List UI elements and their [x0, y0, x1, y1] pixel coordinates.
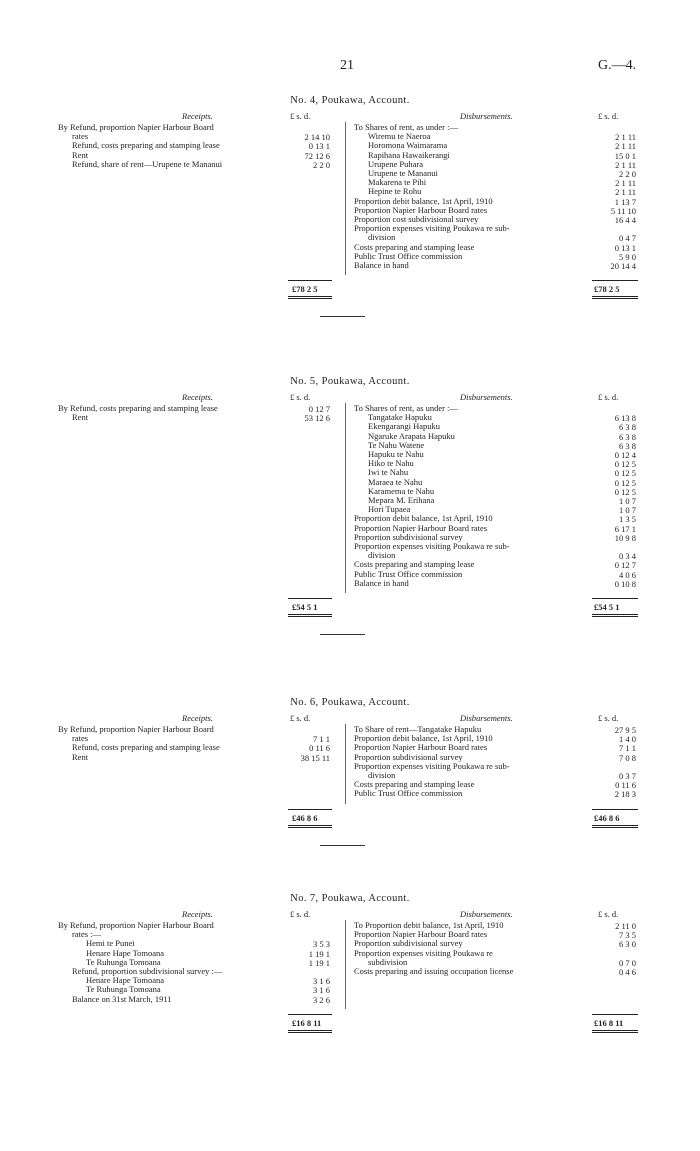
disbursement-line-text: Proportion expenses visiting Poukawa re sub- — [354, 223, 510, 234]
receipt-line-amount: 3 2 6 — [313, 994, 330, 1005]
disbursement-line-text: Proportion expenses visiting Poukawa re sub- — [354, 541, 510, 551]
receipt-line-amount: 7 1 1 — [313, 734, 330, 745]
receipt-line-text: Refund, proportion subdivisional survey :— — [72, 966, 223, 976]
receipts-total-double-rule — [288, 296, 332, 299]
disbursement-line-amount: 6 13 8 — [614, 413, 636, 424]
receipt-line-amount: 0 12 7 — [308, 404, 330, 414]
disbursements-total: £16 8 11 — [594, 1017, 624, 1028]
column-divider — [345, 920, 346, 1009]
receipt-line-text: Te Ruhunga Tomoana — [86, 984, 161, 995]
disbursement-line-amount: 1 13 7 — [614, 196, 636, 207]
receipt-line-text: Henare Hape Tomoana — [86, 975, 165, 986]
disbursement-line-amount: 2 1 11 — [615, 159, 636, 170]
disbursement-line-text: Wiremu te Naeroa — [368, 131, 431, 142]
disbursement-line-amount: 2 18 3 — [614, 789, 636, 800]
receipts-total-double-rule — [288, 614, 332, 617]
receipt-line-text: By Refund, proportion Napier Harbour Board — [58, 122, 214, 132]
receipts-total: £54 5 1 — [292, 602, 318, 612]
receipts-total-double-rule — [288, 1030, 332, 1033]
disbursement-line-amount: 20 14 4 — [610, 261, 636, 271]
receipt-line-amount: 1 19 1 — [308, 957, 330, 968]
receipt-line-text: Hemi te Punei — [86, 938, 135, 949]
disbursement-line-amount: 1 4 0 — [619, 734, 636, 745]
disbursement-line-text: To Shares of rent, as under :— — [354, 122, 458, 132]
disbursements-total-rule — [592, 1014, 638, 1015]
disbursement-line-amount: 1 0 7 — [619, 496, 636, 506]
receipts-total-double-rule — [288, 825, 332, 828]
disbursements-currency-heading: £ s. d. — [598, 111, 619, 121]
disbursement-line-amount: 2 11 0 — [615, 921, 636, 931]
disbursements-currency-heading: £ s. d. — [598, 909, 619, 919]
disbursements-total: £46 8 6 — [594, 812, 620, 823]
disbursement-line-text: To Proportion debit balance, 1st April, 1910 — [354, 920, 504, 930]
section-separator — [320, 845, 365, 846]
receipt-line-text: Balance on 31st March, 1911 — [72, 993, 172, 1004]
receipt-line-amount: 2 14 10 — [304, 132, 330, 143]
receipt-line-text: By Refund, proportion Napier Harbour Board — [58, 920, 214, 930]
disbursement-line-text: Proportion debit balance, 1st April, 1910 — [354, 195, 493, 206]
receipts-currency-heading: £ s. d. — [290, 909, 311, 919]
receipt-line-text: Henare Hape Tomoana — [86, 947, 165, 958]
disbursement-line-text: To Shares of rent, as under :— — [354, 403, 458, 413]
disbursement-line-amount: 10 9 8 — [614, 532, 636, 543]
disbursement-line-text: Proportion debit balance, 1st April, 1910 — [354, 733, 493, 744]
receipt-line-text: By Refund, proportion Napier Harbour Board — [58, 724, 214, 734]
disbursement-line-amount: 1 0 7 — [619, 505, 636, 516]
receipt-line-amount: 72 12 6 — [304, 150, 330, 161]
disbursement-line-amount: 0 13 1 — [614, 242, 636, 253]
receipt-line-amount: 3 5 3 — [313, 939, 330, 950]
disbursement-line-amount: 0 12 5 — [614, 486, 636, 497]
disbursements-total: £54 5 1 — [594, 602, 620, 612]
disbursement-line-text: Public Trust Office commission — [354, 788, 463, 799]
disbursements-heading: Disbursements. — [460, 909, 513, 919]
disbursement-line-text: Proportion Napier Harbour Board rates — [354, 742, 488, 753]
disbursement-line-text: Costs preparing and stamping lease — [354, 241, 475, 252]
disbursement-line-text: Iwi te Nahu — [368, 467, 409, 478]
disbursement-line-amount: 0 12 7 — [614, 560, 636, 571]
disbursement-line-text: Proportion cost subdivisional survey — [354, 214, 479, 224]
receipt-line-text: By Refund, costs preparing and stamping lease — [58, 403, 218, 413]
disbursements-total-rule — [592, 809, 638, 810]
disbursement-line-amount: 4 0 6 — [619, 569, 636, 580]
disbursement-line-amount: 0 12 5 — [614, 477, 636, 488]
disbursement-line-text: Tangatake Hapuku — [368, 412, 432, 423]
disbursements-heading: Disbursements. — [460, 392, 513, 402]
disbursement-line-text: Costs preparing and issuing occupation license — [354, 966, 514, 976]
receipts-total: £16 8 11 — [292, 1017, 322, 1028]
receipts-total: £46 8 6 — [292, 812, 318, 823]
disbursement-line-text: Makarena te Pihi — [368, 177, 427, 188]
disbursement-line-amount: 7 0 8 — [619, 752, 636, 763]
disbursement-line-amount: 2 1 11 — [615, 178, 636, 189]
receipt-line-amount: 38 15 11 — [300, 752, 330, 763]
account-title: No. 5, Poukawa, Account. — [290, 376, 410, 387]
disbursement-line-text: Urupene Puhara — [368, 158, 423, 169]
disbursement-line-amount: 6 3 8 — [619, 440, 636, 451]
receipt-line-text: Te Ruhunga Tomoana — [86, 956, 161, 967]
receipts-heading: Receipts. — [182, 111, 213, 121]
disbursement-line-text: Proportion subdivisional survey — [354, 531, 463, 542]
disbursements-heading: Disbursements. — [460, 111, 513, 121]
disbursement-line-text: Horomona Waimarama — [368, 140, 448, 151]
column-divider — [345, 122, 346, 275]
disbursement-line-amount: 7 1 1 — [619, 743, 636, 754]
disbursement-line-amount: 0 12 5 — [614, 459, 636, 470]
disbursement-line-amount: 2 1 11 — [615, 187, 636, 198]
disbursement-line-text: division — [368, 770, 396, 780]
disbursement-line-amount: 0 12 4 — [614, 450, 636, 460]
page-number: 21 — [340, 58, 354, 73]
disbursement-line-amount: 27 9 5 — [614, 725, 636, 735]
disbursement-line-text: To Share of rent—Tangatake Hapuku — [354, 724, 482, 734]
disbursement-line-amount: 7 3 5 — [619, 930, 636, 941]
account-title: No. 7, Poukawa, Account. — [290, 893, 410, 904]
disbursements-heading: Disbursements. — [460, 713, 513, 723]
disbursement-line-text: Proportion subdivisional survey — [354, 751, 463, 762]
disbursements-total-double-rule — [592, 614, 638, 617]
receipt-line-text: Refund, costs preparing and stamping lease — [72, 140, 220, 151]
disbursements-total: £78 2 5 — [594, 284, 620, 295]
disbursement-line-text: subdivision — [368, 956, 408, 967]
receipt-line-text: Refund, share of rent—Urupene te Mananui — [72, 158, 223, 169]
receipts-currency-heading: £ s. d. — [290, 111, 311, 121]
disbursement-line-text: Balance in hand — [354, 260, 409, 270]
disbursement-line-text: Public Trust Office commission — [354, 568, 463, 579]
disbursement-line-amount: 6 3 8 — [619, 431, 636, 442]
disbursement-line-text: Balance in hand — [354, 577, 409, 588]
receipt-line-text: Rent — [72, 149, 89, 160]
receipts-heading: Receipts. — [182, 713, 213, 723]
disbursement-line-amount: 0 3 4 — [619, 551, 636, 562]
page-reference: G.—4. — [598, 58, 637, 73]
receipt-line-text: rates — [72, 733, 89, 744]
disbursements-total-rule — [592, 598, 638, 599]
disbursement-line-text: Te Nahu Watene — [368, 439, 425, 450]
receipt-line-text: Rent — [72, 751, 89, 762]
disbursement-line-text: Proportion Napier Harbour Board rates — [354, 929, 488, 940]
receipt-line-amount: 3 1 6 — [313, 976, 330, 987]
disbursements-total-double-rule — [592, 1030, 638, 1033]
account-title: No. 4, Poukawa, Account. — [290, 95, 410, 106]
disbursement-line-text: Hapuku te Nahu — [368, 449, 424, 459]
receipts-heading: Receipts. — [182, 909, 213, 919]
disbursement-line-text: Proportion expenses visiting Poukawa re — [354, 947, 493, 958]
disbursement-line-text: Costs preparing and stamping lease — [354, 559, 475, 570]
receipt-line-amount: 2 2 0 — [313, 159, 330, 170]
disbursement-line-amount: 0 4 7 — [619, 233, 636, 244]
receipts-currency-heading: £ s. d. — [290, 713, 311, 723]
receipts-total-rule — [288, 809, 332, 810]
disbursement-line-amount: 0 11 6 — [615, 780, 636, 791]
disbursement-line-text: Proportion Napier Harbour Board rates — [354, 204, 488, 215]
disbursements-currency-heading: £ s. d. — [598, 713, 619, 723]
disbursement-line-amount: 0 12 5 — [614, 468, 636, 479]
section-separator — [320, 634, 365, 635]
receipts-total-rule — [288, 598, 332, 599]
disbursement-line-amount: 16 4 4 — [614, 215, 636, 225]
disbursement-line-amount: 0 10 8 — [614, 578, 636, 589]
disbursement-line-amount: 5 9 0 — [619, 251, 636, 262]
disbursement-line-text: Proportion subdivisional survey — [354, 938, 463, 949]
receipt-line-text: rates — [72, 131, 89, 142]
disbursements-total-rule — [592, 280, 638, 281]
disbursement-line-amount: 2 2 0 — [619, 169, 636, 179]
disbursement-line-text: Ekengarangi Hapuku — [368, 421, 440, 432]
disbursement-line-text: Proportion Napier Harbour Board rates — [354, 522, 488, 533]
section-separator — [320, 316, 365, 317]
disbursements-total-double-rule — [592, 296, 638, 299]
disbursement-line-text: Proportion debit balance, 1st April, 1910 — [354, 513, 493, 524]
disbursement-line-text: Hiko te Nahu — [368, 458, 414, 469]
receipts-total-rule — [288, 1014, 332, 1015]
disbursements-total-double-rule — [592, 825, 638, 828]
disbursement-line-amount: 15 0 1 — [614, 150, 636, 161]
disbursement-line-text: Hori Tupaea — [368, 504, 411, 515]
disbursement-line-amount: 2 1 11 — [615, 141, 636, 152]
disbursement-line-amount: 0 7 0 — [619, 957, 636, 968]
disbursement-line-text: Public Trust Office commission — [354, 250, 463, 261]
receipts-currency-heading: £ s. d. — [290, 392, 311, 402]
disbursement-line-text: Costs preparing and stamping lease — [354, 779, 475, 790]
receipt-line-text: Refund, costs preparing and stamping lease — [72, 742, 220, 753]
disbursement-line-amount: 1 3 5 — [619, 514, 636, 525]
receipts-total: £78 2 5 — [292, 284, 318, 295]
receipt-line-text: rates :— — [72, 929, 102, 940]
receipt-line-amount: 0 13 1 — [308, 141, 330, 152]
disbursement-line-amount: 6 3 0 — [619, 939, 636, 950]
disbursement-line-text: Rapihana Hawaikerangi — [368, 149, 450, 160]
account-title: No. 6, Poukawa, Account. — [290, 697, 410, 708]
disbursement-line-text: division — [368, 550, 396, 561]
receipt-line-amount: 1 19 1 — [308, 948, 330, 959]
receipt-line-amount: 3 1 6 — [313, 985, 330, 996]
disbursement-line-text: division — [368, 232, 396, 243]
disbursement-line-text: Karamema te Nahu — [368, 485, 435, 496]
disbursement-line-text: Proportion expenses visiting Poukawa re sub- — [354, 760, 510, 771]
receipts-heading: Receipts. — [182, 392, 213, 402]
disbursement-line-amount: 0 4 6 — [619, 967, 636, 977]
disbursements-currency-heading: £ s. d. — [598, 392, 619, 402]
disbursement-line-text: Mepara M. Erihana — [368, 495, 435, 505]
disbursement-line-amount: 2 1 11 — [615, 132, 636, 143]
disbursement-line-amount: 5 11 10 — [610, 205, 636, 216]
receipt-line-amount: 53 12 6 — [304, 413, 330, 424]
disbursement-line-amount: 0 3 7 — [619, 771, 636, 781]
disbursement-line-amount: 6 17 1 — [614, 523, 636, 534]
disbursement-line-text: Maraea te Nahu — [368, 476, 423, 487]
disbursement-line-amount: 6 3 8 — [619, 422, 636, 433]
receipt-line-text: Rent — [72, 412, 89, 423]
disbursement-line-text: Hepine te Rohu — [368, 186, 422, 197]
disbursement-line-text: Urupene te Mananui — [368, 168, 438, 178]
column-divider — [345, 403, 346, 593]
disbursement-line-text: Ngaruke Arapata Hapuku — [368, 430, 455, 441]
receipts-total-rule — [288, 280, 332, 281]
receipt-line-amount: 0 11 6 — [309, 743, 330, 754]
column-divider — [345, 724, 346, 804]
